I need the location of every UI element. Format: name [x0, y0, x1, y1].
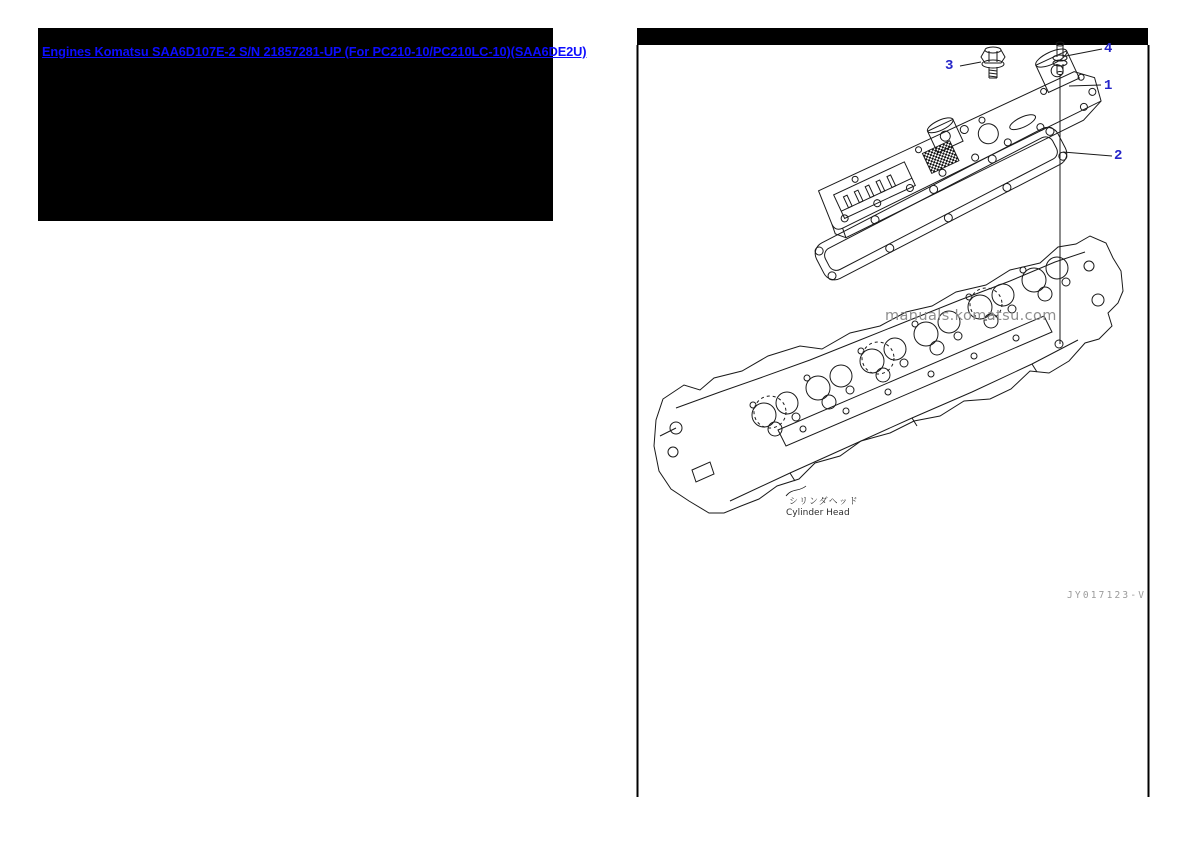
callout-number-3: 3	[945, 58, 954, 74]
callout-leader-line	[1069, 85, 1101, 86]
callout-leader-line	[1063, 152, 1112, 156]
stud-drawing	[1053, 42, 1067, 344]
callout-number-1: 1	[1104, 78, 1113, 94]
engine-catalog-link[interactable]: Engines Komatsu SAA6D107E-2 S/N 21857281-UP (For PC210-10/PC210LC-10)(SAA6DE2U)	[42, 44, 587, 59]
callout-number-4: 4	[1104, 41, 1113, 57]
bolt-drawing	[981, 47, 1005, 78]
callout-number-2: 2	[1114, 148, 1123, 164]
watermark-text: manuals.komatsu.com	[885, 308, 1057, 324]
callout-leader-line	[960, 62, 981, 66]
header-link-panel	[38, 28, 587, 221]
drawing-number: JY017123-V	[1067, 590, 1147, 601]
intake-cover-drawing	[804, 40, 1111, 242]
cylinder-head-label-jp: シリンダヘッド	[789, 497, 859, 507]
valve-port-cluster	[750, 392, 800, 436]
valve-port-cluster	[804, 365, 854, 409]
diagram-frame	[637, 28, 1149, 797]
cylinder-head-label-en: Cylinder Head	[786, 508, 850, 518]
valve-port-cluster	[1020, 257, 1070, 301]
valve-port-cluster	[858, 338, 908, 382]
callout-leader-line	[1066, 49, 1102, 56]
cylinder-head-drawing	[654, 236, 1123, 513]
